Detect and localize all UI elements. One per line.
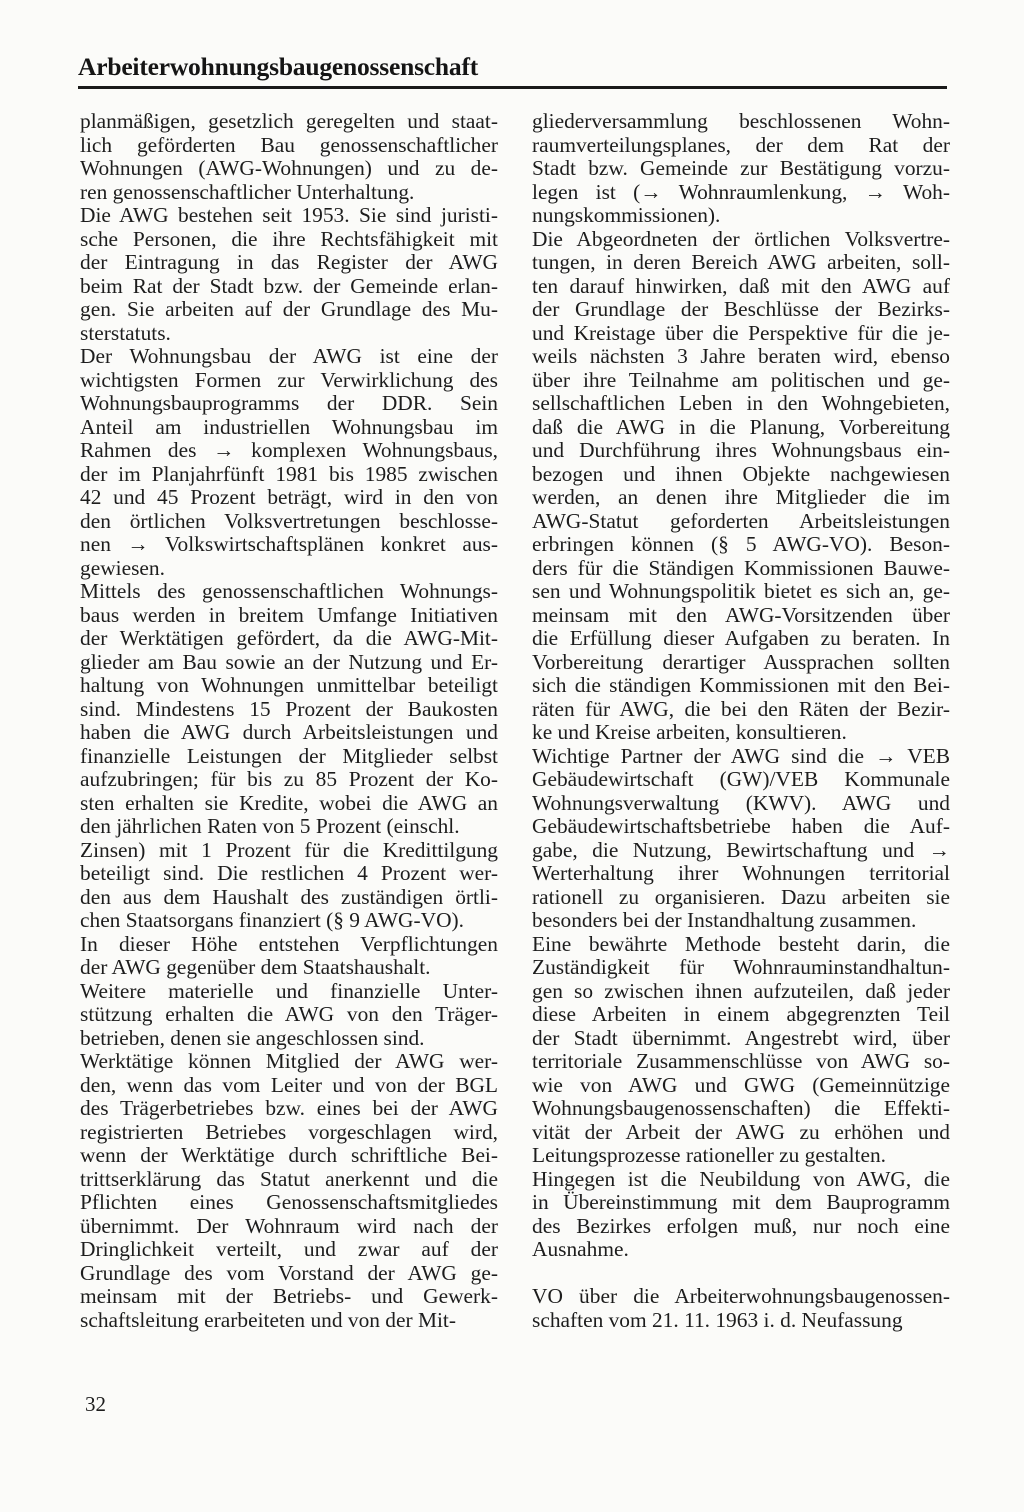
text-line: gen so zwischen ihnen aufzuteilen, daß jeder — [532, 978, 950, 1003]
text-line: werden, an denen ihre Mitglieder die im — [532, 485, 950, 509]
text-line: beteiligt sind. Die restlichen 4 Prozent wer- — [80, 861, 498, 885]
text-line: wenn der Werktätige durch schriftliche Bei- — [80, 1143, 498, 1167]
text-line: der AWG gegenüber dem Staatshaushalt. — [80, 955, 431, 979]
text-line: ren genossenschaftlicher Unterhaltung. — [80, 179, 415, 204]
text-line: der im Planjahrfünft 1981 bis 1985 zwischen — [80, 461, 498, 486]
text-line: Wohnungsbaugenossenschaften) die Effekti- — [532, 1096, 950, 1120]
text-line: nen → Volkswirtschaftsplänen konkret aus- — [80, 532, 498, 556]
text-line: Anteil am industriellen Wohnungsbau im — [80, 414, 498, 439]
page-number: 32 — [85, 1392, 106, 1416]
text-line: sen und Wohnungspolitik bietet es sich an, ge- — [532, 579, 950, 603]
text-line: Vorbereitung derartiger Aussprachen sollten — [532, 649, 950, 674]
text-line: haltung von Wohnungen unmittelbar beteiligt — [80, 673, 498, 697]
paragraph-gap — [532, 1262, 950, 1286]
text-line: territoriale Zusammenschlüsse von AWG so- — [532, 1049, 950, 1073]
text-line: stützung erhalten die AWG von den Träger- — [80, 1002, 498, 1026]
text-line: und Kreistage über die Perspektive für die je- — [532, 320, 950, 345]
text-line: tungen, in deren Bereich AWG arbeiten, soll- — [532, 250, 950, 274]
text-line: bezogen und ihnen Objekte nachgewiesen — [532, 461, 950, 486]
text-line: Wohnungen (AWG-Wohnungen) und zu de- — [80, 156, 498, 180]
text-line: schaften vom 21. 11. 1963 i. d. Neufassung — [532, 1307, 903, 1332]
text-line: Der Wohnungsbau der AWG ist eine der — [80, 344, 498, 368]
text-line: Werktätige können Mitglied der AWG wer- — [80, 1049, 498, 1073]
text-line: Wohnungsverwaltung (KWV). AWG und — [532, 790, 950, 815]
text-line: raumverteilungsplanes, der dem Rat der — [532, 132, 950, 157]
text-line: der Eintragung in das Register der AWG — [80, 250, 498, 274]
text-line: räten für AWG, die bei den Räten der Bezir- — [532, 696, 950, 721]
text-line: gliederversammlung beschlossenen Wohn- — [532, 109, 950, 133]
text-line: VO über die Arbeiterwohnungsbaugenossen- — [532, 1284, 950, 1308]
text-line: Gebäudewirtschaftsbetriebe haben die Auf- — [532, 814, 950, 838]
text-line: baus werden in breitem Umfange Initiativen — [80, 602, 498, 627]
text-line: trittserklärung das Statut anerkennt und die — [80, 1166, 498, 1191]
text-line: erbringen können (§ 5 AWG-VO). Beson- — [532, 532, 950, 556]
text-line: ten darauf hinwirken, daß mit den AWG auf — [532, 273, 950, 298]
text-line: sten erhalten sie Kredite, wobei die AWG an — [80, 790, 498, 815]
text-line: In dieser Höhe entstehen Verpflichtungen — [80, 931, 498, 956]
text-line: Rahmen des → komplexen Wohnungsbaus, — [80, 438, 498, 462]
text-line: Ausnahme. — [532, 1237, 629, 1261]
text-line: meinsam mit den AWG-Vorsitzenden über — [532, 602, 950, 627]
text-line: in Übereinstimmung mit dem Bauprogramm — [532, 1190, 950, 1214]
text-line: Dringlichkeit verteilt, und zwar auf der — [80, 1237, 498, 1261]
text-line: und Durchführung ihres Wohnungsbaus ein- — [532, 438, 950, 462]
text-line: Die Abgeordneten der örtlichen Volksvertre- — [532, 226, 950, 251]
text-line: beim Rat der Stadt bzw. der Gemeinde erlan- — [80, 273, 498, 298]
left-column — [80, 110, 498, 1332]
text-line: haben die AWG durch Arbeitsleistungen und — [80, 720, 498, 744]
text-line: meinsam mit der Betriebs- und Gewerk- — [80, 1284, 498, 1308]
text-line: der Stadt übernimmt. Angestrebt wird, über — [532, 1025, 950, 1050]
text-line: sellschaftlichen Leben in den Wohngebieten, — [532, 391, 950, 415]
text-line: den, wenn das vom Leiter und von der BGL — [80, 1072, 498, 1097]
text-line: Zinsen) mit 1 Prozent für die Kredittilgung — [80, 837, 498, 862]
text-line: des Trägerbetriebes bzw. eines bei der AWG — [80, 1096, 498, 1120]
text-line: nungskommissionen). — [532, 203, 721, 227]
text-line: sind. Mindestens 15 Prozent der Baukosten — [80, 696, 498, 721]
text-line: Pflichten eines Genossenschaftsmitgliedes — [80, 1190, 498, 1214]
text-line: daß die AWG in die Planung, Vorbereitung — [532, 414, 950, 439]
text-line: Grundlage des vom Vorstand der AWG ge- — [80, 1260, 498, 1285]
text-line: die Erfüllung dieser Aufgaben zu beraten. In — [532, 626, 950, 650]
text-line: Zuständigkeit für Wohnrauminstandhaltun- — [532, 955, 950, 979]
text-line: den örtlichen Volksvertretungen beschlosse- — [80, 508, 498, 533]
text-line: aufzubringen; für bis zu 85 Prozent der Ko- — [80, 767, 498, 791]
right-column — [532, 110, 950, 1332]
text-line: über ihre Teilnahme am politischen und ge- — [532, 367, 950, 392]
text-line: gewiesen. — [80, 555, 165, 580]
text-line: Gebäudewirtschaft (GW)/VEB Kommunale — [532, 767, 950, 791]
text-line: diese Arbeiten in einem abgegrenzten Teil — [532, 1002, 950, 1026]
text-line: Weitere materielle und finanzielle Unter- — [80, 978, 498, 1003]
text-line: gabe, die Nutzung, Bewirtschaftung und → — [532, 837, 950, 862]
text-line: planmäßigen, gesetzlich geregelten und staat- — [80, 109, 498, 133]
text-line: Wichtige Partner der AWG sind die → VEB — [532, 743, 950, 768]
text-line: glieder am Bau sowie an der Nutzung und Er- — [80, 649, 498, 674]
text-line: lich geförderten Bau genossenschaftlicher — [80, 132, 498, 157]
text-line: ders für die Ständigen Kommissionen Bauwe- — [532, 555, 950, 580]
text-line: sich die ständigen Kommissionen mit den Bei- — [532, 673, 950, 697]
text-line: der Grundlage der Beschlüsse der Bezirks- — [532, 297, 950, 321]
text-line: wie von AWG und GWG (Gemeinnützige — [532, 1072, 950, 1097]
text-line: sterstatuts. — [80, 320, 171, 345]
text-line: weils nächsten 3 Jahre beraten wird, ebenso — [532, 344, 950, 368]
running-header: Arbeiterwohnungsbaugenossenschaft — [78, 52, 479, 81]
text-line: der Werktätigen gefördert, da die AWG-Mit- — [80, 626, 498, 650]
text-line: übernimmt. Der Wohnraum wird nach der — [80, 1213, 498, 1238]
text-line: ke und Kreise arbeiten, konsultieren. — [532, 720, 847, 744]
text-line: registrierten Betriebes vorgeschlagen wird, — [80, 1119, 498, 1144]
text-line: schaftsleitung erarbeiteten und von der Mit- — [80, 1307, 456, 1332]
text-line: Werterhaltung ihrer Wohnungen territorial — [532, 861, 950, 885]
header-rule — [78, 86, 947, 89]
text-line: besonders bei der Instandhaltung zusammen. — [532, 908, 917, 932]
text-line: betrieben, denen sie angeschlossen sind. — [80, 1025, 425, 1050]
text-line: vität der Arbeit der AWG zu erhöhen und — [532, 1119, 950, 1144]
text-line: 42 und 45 Prozent beträgt, wird in den von — [80, 485, 498, 509]
text-line: Eine bewährte Methode besteht darin, die — [532, 931, 950, 956]
text-line: Wohnungsbauprogramms der DDR. Sein — [80, 391, 498, 415]
text-line: Die AWG bestehen seit 1953. Sie sind juristi- — [80, 203, 498, 227]
text-line: den aus dem Haushalt des zuständigen örtli- — [80, 884, 498, 909]
text-line: Hingegen ist die Neubildung von AWG, die — [532, 1166, 950, 1191]
text-line: sche Personen, die ihre Rechtsfähigkeit mit — [80, 226, 498, 251]
text-line: Leitungsprozesse rationeller zu gestalten. — [532, 1143, 887, 1167]
text-line: chen Staatsorgans finanziert (§ 9 AWG-VO). — [80, 908, 464, 932]
text-line: legen ist (→ Wohnraumlenkung, → Woh- — [532, 179, 950, 204]
text-line: wichtigsten Formen zur Verwirklichung des — [80, 367, 498, 392]
text-line: Stadt bzw. Gemeinde zur Bestätigung vorzu- — [532, 156, 950, 180]
text-line: des Bezirkes erfolgen muß, nur noch eine — [532, 1213, 950, 1238]
text-line: gen. Sie arbeiten auf der Grundlage des Mu- — [80, 297, 498, 321]
text-line: Mittels des genossenschaftlichen Wohnungs- — [80, 579, 498, 603]
text-line: rationell zu organisieren. Dazu arbeiten sie — [532, 884, 950, 909]
text-line: den jährlichen Raten von 5 Prozent (einschl. — [80, 814, 460, 838]
text-line: finanzielle Leistungen der Mitglieder selbst — [80, 743, 498, 768]
text-line: AWG-Statut geforderten Arbeitsleistungen — [532, 508, 950, 533]
